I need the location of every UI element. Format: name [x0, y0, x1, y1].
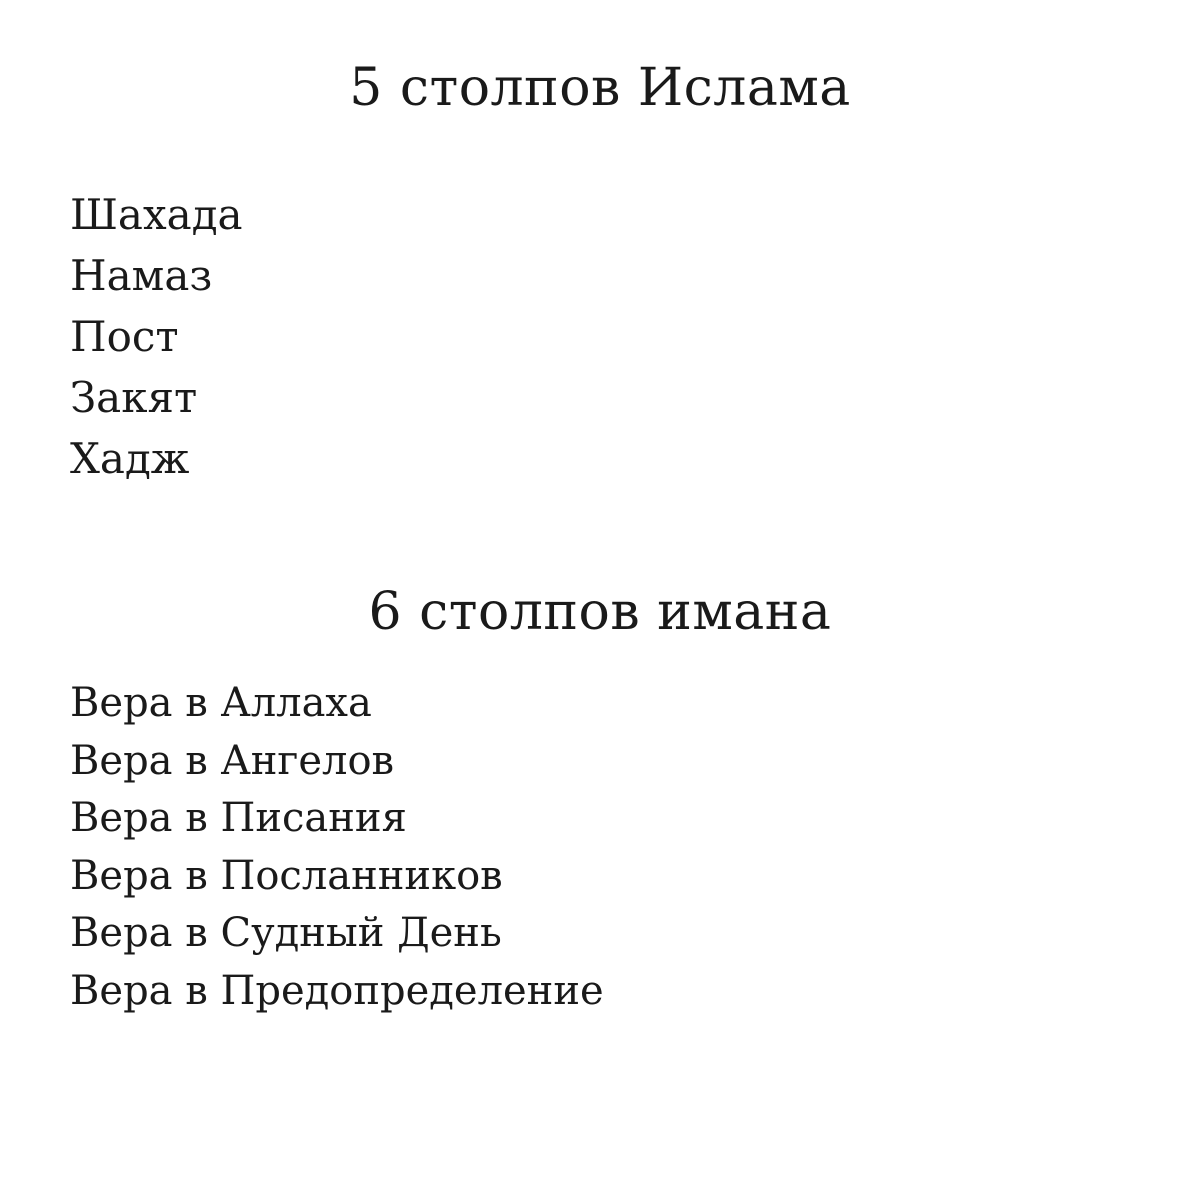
list-item: Вера в Писания — [70, 795, 407, 841]
list-item: Хадж — [70, 434, 190, 483]
list-item: Вера в Судный День — [70, 910, 502, 956]
list-item: Закят — [70, 373, 198, 422]
heading-five-pillars-islam: 5 столпов Ислама — [349, 58, 851, 118]
list-pillars-islam — [70, 184, 243, 489]
list-item: Вера в Предопределение — [70, 967, 604, 1014]
list-item: Вера в Ангелов — [70, 737, 395, 784]
list-item: Вера в Посланников — [70, 852, 503, 899]
list-item: Намаз — [70, 251, 213, 300]
list-item: Пост — [70, 312, 179, 361]
list-item: Вера в Аллаха — [70, 680, 372, 726]
list-item: Шахада — [70, 190, 243, 239]
list-pillars-iman — [70, 675, 604, 1020]
heading-six-pillars-iman: 6 столпов имана — [368, 582, 832, 642]
